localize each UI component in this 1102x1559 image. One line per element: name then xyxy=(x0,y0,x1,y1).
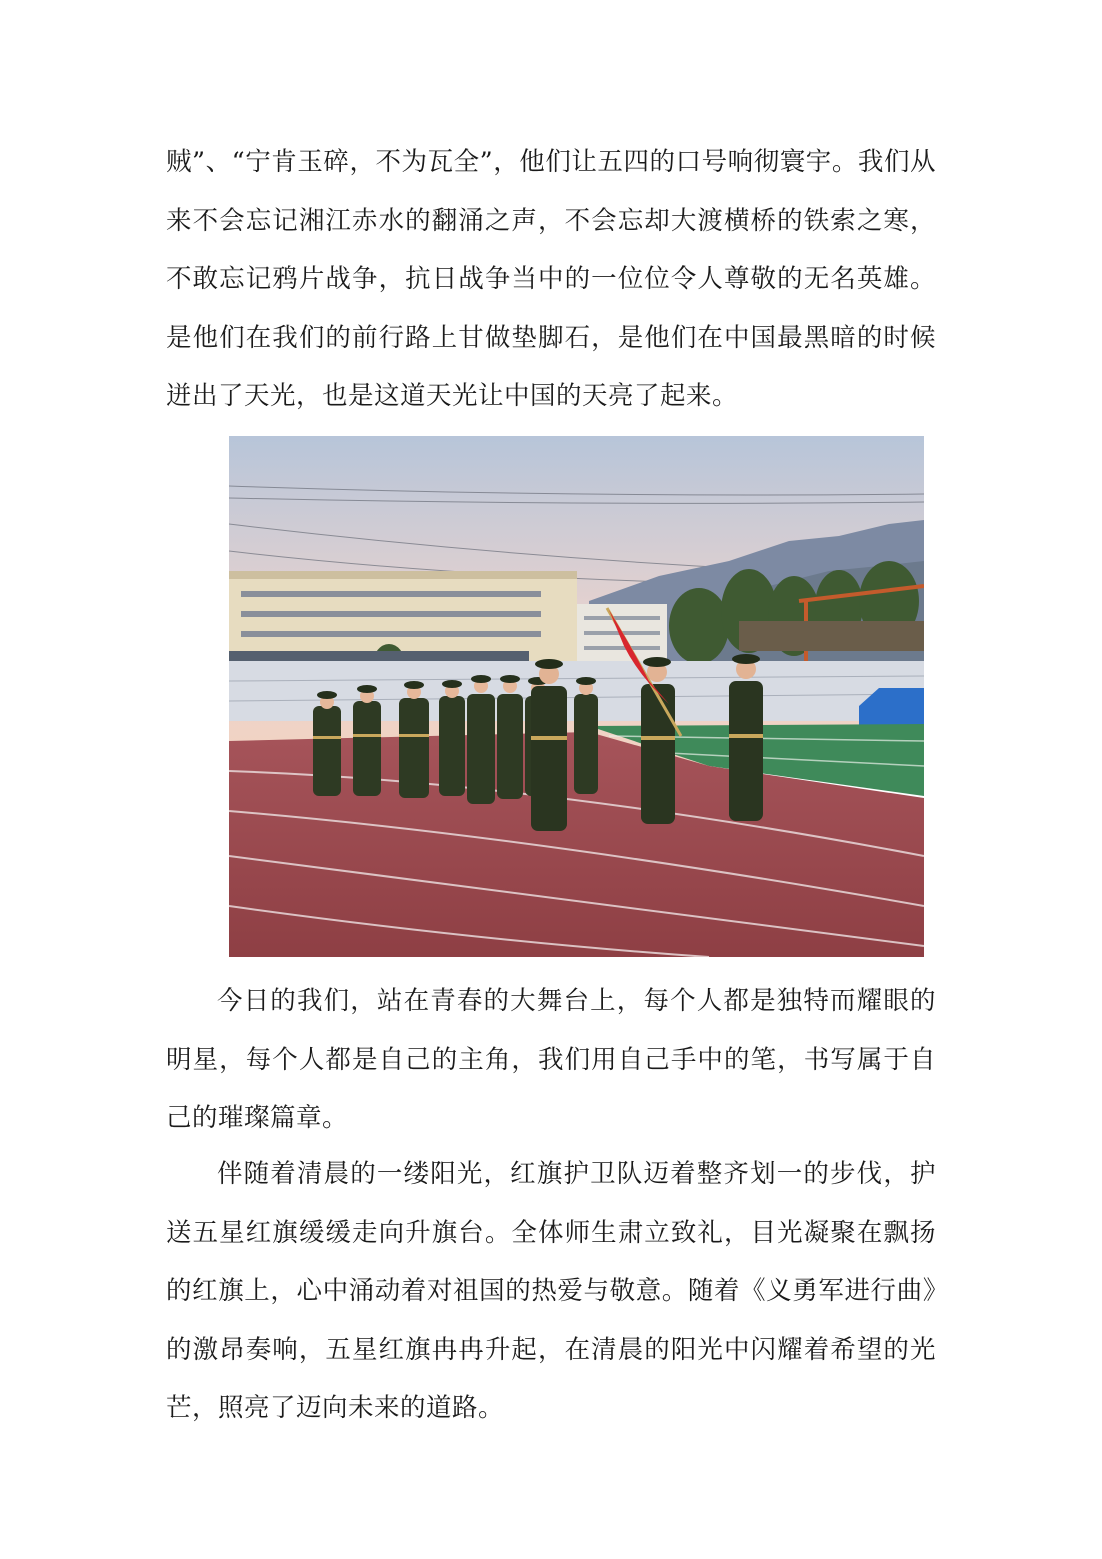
paragraph-heroes: 贼”、“宁肯玉碎，不为瓦全”，他们让五四的口号响彻寰宇。我们从来不会忘记湘江赤水的翻涌之声，不会忘却大渡横桥的铁索之寒，不敢忘记鸦片战争，抗日战争当中的一位位令人尊敬的无名英雄。是他们在我们的前行路上甘做垫脚石，是他们在中国最黑暗的时候迸出了天光，也是这道天光让中国的天亮了起来。 xyxy=(166,147,936,411)
paragraph-flag-raising: 伴随着清晨的一缕阳光，红旗护卫队迈着整齐划一的步伐，护送五星红旗缓缓走向升旗台。全体师生肃立致礼，目光凝聚在飘扬的红旗上，心中涌动着对祖国的热爱与敬意。随着《义勇军进行曲》的激昂奏响，五星红旗冉冉升起，在清晨的阳光中闪耀着希望的光芒，照亮了迈向未来的道路。 xyxy=(166,1159,936,1423)
paragraph-youth: 今日的我们，站在青春的大舞台上，每个人都是独特而耀眼的明星，每个人都是自己的主角，我们用自己手中的笔，书写属于自己的璀璨篇章。 xyxy=(166,986,936,1133)
flag-guard-photo xyxy=(229,436,924,957)
